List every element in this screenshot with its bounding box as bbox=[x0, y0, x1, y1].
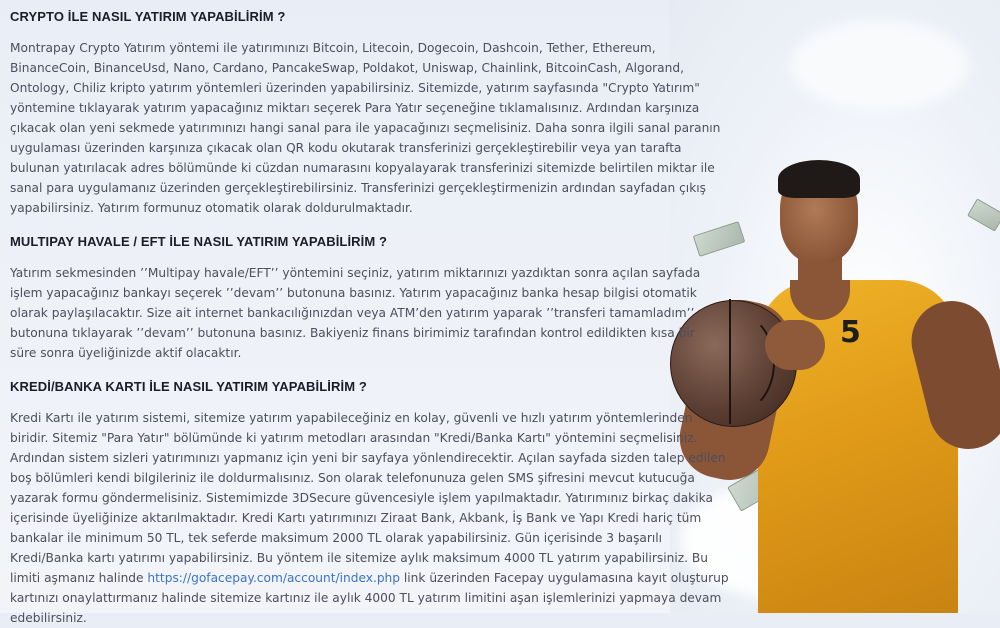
cloud-decoration bbox=[790, 20, 970, 110]
section-body-card bbox=[10, 408, 732, 628]
player-hand bbox=[765, 320, 825, 370]
money-bill-icon bbox=[967, 198, 1000, 231]
facepay-link[interactable]: https://gofacepay.com/account/index.php bbox=[147, 571, 401, 585]
player-hair bbox=[778, 160, 860, 198]
section-title-card: KREDİ/BANKA KARTI İLE NASIL YATIRIM YAPABİLİRİM ? bbox=[10, 379, 367, 394]
section-body-crypto: Montrapay Crypto Yatırım yöntemi ile yatırımınızı Bitcoin, Litecoin, Dogecoin, Dashcoin, Tether, Ethereum, BinanceCoin, BinanceUsd, Nano, Cardano, PancakeSwap, Poldakot, Uniswap, Chainlink, BitcoinCash, Algorand, Ontology, Chiliz kripto yatırım yöntemleri üzerinden yapabilirsiniz. Sitemizde, yatırım sayfasında "Crypto Yatırım" yöntemine tıklayarak yatırım yapacağınız miktarı seçerek Para Yatır seçeneğine tıklamalısınız. Ardından karşınıza çıkacak olan yeni sekmede yatırımınızı hangi sanal para ile yapacağınızı seçmelisiniz. Daha sonra ilgili sanal paranın uygulaması üzerinden karşınıza çıkacak olan QR kodu okutarak transferinizi gerçekleştirebilir veya yan tarafta bulunan yatırılacak adres bölümünde ki cüzdan numarasını kopyalayarak transferinizi sitemizde belirtilen miktar ile sanal para uygulamanız üzerinden gerçekleştirebilirsiniz. Transferinizi gerçekleştirmenizin ardından sayfadan çıkış yapabilirsiniz. Yatırım formunuz otomatik olarak doldurulmaktadır. bbox=[10, 41, 721, 215]
section-body-card-after-link: link üzerinden Facepay uygulamasına kayıt oluşturup kartınızı onaylattırmanız halinde sitemize kartınız ile aylık 4000 TL yatırım limitini aşan işlemlerinizi yapmaya devam edebilirsiniz. bbox=[10, 571, 729, 625]
jersey-number: 5 bbox=[840, 315, 861, 350]
section-body-multipay: Yatırım sekmesinden ’’Multipay havale/EFT’’ yöntemini seçiniz, yatırım miktarınızı yazdıktan sonra açılan sayfada işlem yapacağınız bankayı seçerek ’’devam’’ butonuna basınız. Yatırım yapacağınız banka hesap bilgisi otomatik olarak paylaşılacaktır. Size ait internet bankacılığınızdan veya ATM’den yatırım yaparak ’’transferi tamamladım’’ butonuna tıklayarak ’’devam’’ butonuna basınız. Bakiyeniz finans birimimiz tarafından kontrol edildikten kısa bir süre sonra üyeliğinizde aktif olacaktır. bbox=[10, 266, 701, 360]
section-body-card-text: Kredi Kartı ile yatırım sistemi, sitemize yatırım yapabileceğiniz en kolay, güvenli ve hızlı yatırım yöntemlerinden biridir. Sitemiz "Para Yatır" bölümünde ki yatırım metodları arasından "Kredi/Banka Kartı" yöntemini seçmelisiniz. Ardından sistem sizleri yatırımınızı yapmanız için yeni bir sayfaya yönlendirecektir. Açılan sayfada sizden talep edilen boş bölümleri kendi bilgileriniz ile doldurmalısınız. Son olarak telefonunuza gelen SMS şifresini mevcut kutucuğa yazarak formu göndermelisiniz. Sistemimizde 3DSecure güvencesiyle işlem yapılmaktadır. Yatırımınız birkaç dakika içerisinde üyeliğinize aktarılmaktadır. Kredi Kartı yatırımınızı Ziraat Bank, Akbank, İş Bank ve Yapı Kredi hariç tüm bankalar ile minimum 50 TL, tek seferde maksimum 2000 TL olarak yapabilirsiniz. Gün içerisinde 3 başarılı Kredi/Banka kartı yatırımı yapabilirsiniz. Bu yöntem ile sitemize aylık maksimum 4000 TL yatırım yapabilirsiniz. Bu limiti aşmanız halinde bbox=[10, 411, 726, 585]
section-title-crypto: CRYPTO İLE NASIL YATIRIM YAPABİLİRİM ? bbox=[10, 9, 286, 24]
section-title-multipay: MULTIPAY HAVALE / EFT İLE NASIL YATIRIM YAPABİLİRİM ? bbox=[10, 234, 388, 249]
money-bill-icon bbox=[693, 221, 745, 257]
